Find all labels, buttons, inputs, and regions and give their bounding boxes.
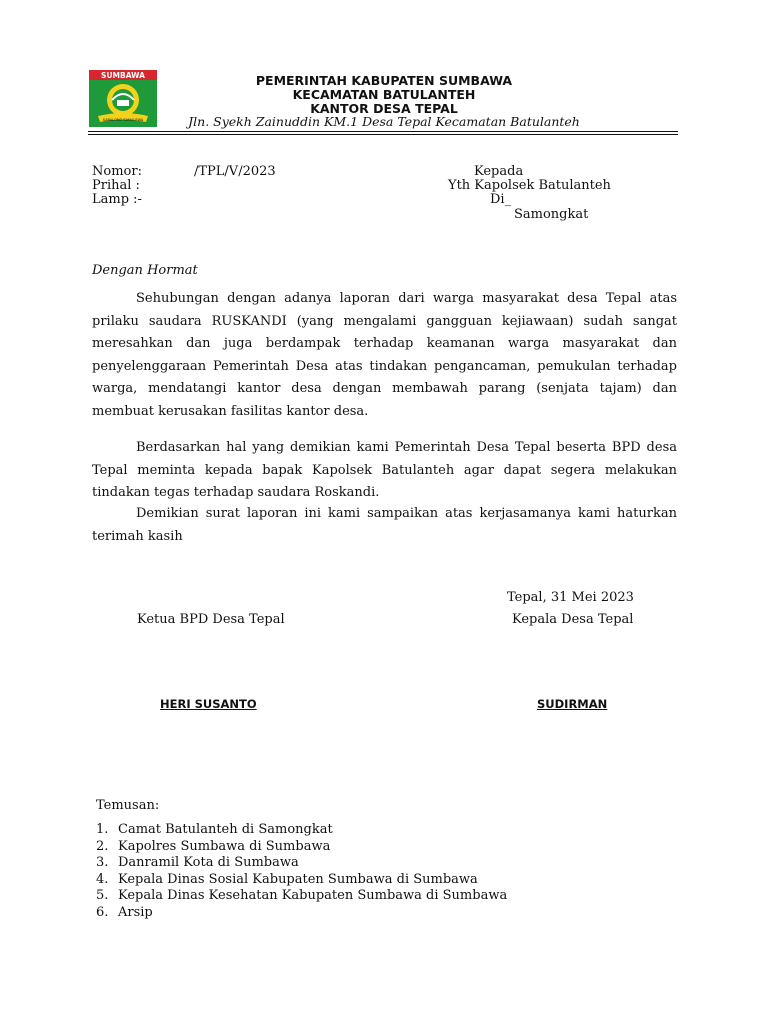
- body-paragraph-2: [92, 437, 677, 505]
- nomor-label: Nomor:: [92, 164, 142, 179]
- recipient-place: Samongkat: [514, 207, 589, 222]
- body-paragraph-3: [92, 503, 677, 548]
- letterhead-divider: [88, 131, 678, 132]
- right-signatory-title: Kepala Desa Tepal: [512, 612, 634, 627]
- list-item: 3. Danramil Kota di Sumbawa: [96, 855, 299, 870]
- recipient-kepada: Kepada: [474, 164, 524, 179]
- nomor-value: /TPL/V/2023: [194, 164, 276, 179]
- letterhead-address: Jln. Syekh Zainuddin KM.1 Desa Tepal Kecamatan Batulanteh: [188, 114, 580, 129]
- prihal-label: Prihal :: [92, 178, 140, 193]
- right-signatory-name: SUDIRMAN: [537, 697, 608, 711]
- lamp-label: Lamp :-: [92, 192, 142, 207]
- list-item: 5. Kepala Dinas Kesehatan Kabupaten Sumbawa di Sumbawa: [96, 888, 508, 903]
- list-item: 6. Arsip: [96, 904, 153, 920]
- place-date: Tepal, 31 Mei 2023: [507, 590, 634, 605]
- salutation: Dengan Hormat: [92, 263, 198, 278]
- letterhead-government: PEMERINTAH KABUPATEN SUMBAWA: [255, 73, 513, 88]
- left-signatory-title: Ketua BPD Desa Tepal: [137, 612, 285, 627]
- svg-text:SABALONG SAMALEWA: SABALONG SAMALEWA: [102, 118, 144, 122]
- sumbawa-regency-emblem-icon: [88, 70, 158, 128]
- letterhead-office: KANTOR DESA TEPAL: [310, 101, 458, 116]
- body-paragraph-1-text: Sehubungan dengan adanya laporan dari warga masyarakat desa Tepal atas prilaku saudara RUSKANDI (yang mengalami gangguan kejiawaan) sudah sangat meresahkan dan juga berdampak terhadap keamanan warga masyarakat dan penyelenggaraan Pemerintah Desa atas tindakan pengancaman, pemukulan terhadap warga, mendatangi kantor desa dengan membawah parang (senjata tajam) dan membuat kerusakan fasilitas kantor desa.: [92, 291, 677, 419]
- letterhead-district: KECAMATAN BATULANTEH: [292, 87, 476, 102]
- list-item: 2. Kapolres Sumbawa di Sumbawa: [96, 838, 331, 854]
- logo-text: SUMBAWA: [101, 71, 145, 80]
- body-paragraph-1: [92, 288, 677, 423]
- left-signatory-name: HERI SUSANTO: [160, 697, 257, 711]
- list-item: 4. Kepala Dinas Sosial Kabupaten Sumbawa di Sumbawa: [96, 871, 478, 887]
- body-paragraph-3-text: Demikian surat laporan ini kami sampaikan atas kerjasamanya kami haturkan terimah kasih: [92, 506, 677, 544]
- letterhead-divider-thin: [88, 134, 678, 135]
- tembusan-label: Temusan:: [96, 798, 160, 813]
- recipient-name: Yth Kapolsek Batulanteh: [448, 178, 611, 193]
- recipient-di: Di_: [490, 192, 512, 207]
- list-item: 1. Camat Batulanteh di Samongkat: [96, 822, 333, 837]
- body-paragraph-2-text: Berdasarkan hal yang demikian kami Pemerintah Desa Tepal beserta BPD desa Tepal meminta kepada bapak Kapolsek Batulanteh agar dapat segera melakukan tindakan tegas terhadap saudara Roskandi.: [92, 440, 677, 500]
- tembusan-list: [96, 822, 507, 921]
